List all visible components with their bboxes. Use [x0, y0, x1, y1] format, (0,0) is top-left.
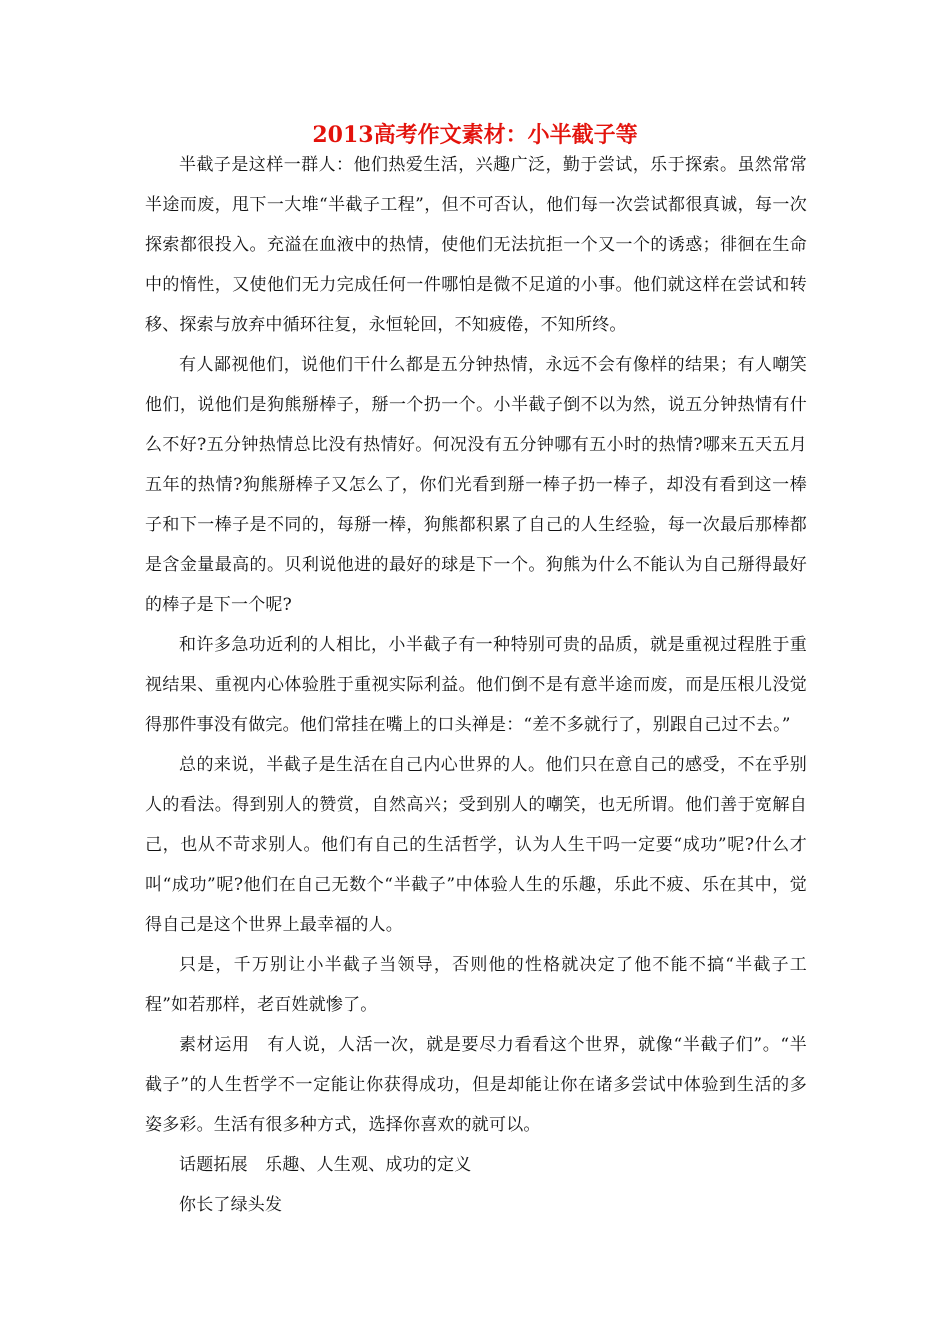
topic-extension-paragraph: 话题拓展 乐趣、人生观、成功的定义	[179, 1155, 472, 1175]
next-section-heading: 你长了绿头发	[179, 1195, 283, 1215]
paragraph: 和许多急功近利的人相比，小半截子有一种特别可贵的品质，就是重视过程胜于重视结果、重视内心体验胜于重视实际利益。他们倒不是有意半途而废，而是压根儿没觉得那件事没有做完。他们常挂在嘴上的口头禅是：“差不多就行了，别跟自己过不去。”	[145, 635, 807, 735]
paragraph: 半截子是这样一群人：他们热爱生活，兴趣广泛，勤于尝试，乐于探索。虽然常常半途而废，甩下一大堆“半截子工程”，但不可否认，他们每一次尝试都很真诚，每一次探索都很投入。充溢在血液中的热情，使他们无法抗拒一个又一个的诱惑；徘徊在生命中的惰性，又使他们无力完成任何一件哪怕是微不足道的小事。他们就这样在尝试和转移、探索与放弃中循环往复，永恒轮回，不知疲倦，不知所终。	[145, 155, 807, 335]
document-body	[145, 145, 807, 1225]
document-title: 2013高考作文素材：小半截子等	[312, 122, 638, 148]
paragraph: 总的来说，半截子是生活在自己内心世界的人。他们只在意自己的感受，不在乎别人的看法。得到别人的赞赏，自然高兴；受到别人的嘲笑，也无所谓。他们善于宽解自己，也从不苛求别人。他们有自己的生活哲学，认为人生干吗一定要“成功”呢?什么才叫“成功”呢?他们在自己无数个“半截子”中体验人生的乐趣，乐此不疲、乐在其中，觉得自己是这个世界上最幸福的人。	[145, 755, 807, 935]
paragraph: 只是，千万别让小半截子当领导，否则他的性格就决定了他不能不搞“半截子工程”如若那样，老百姓就惨了。	[145, 955, 807, 1015]
material-usage-paragraph: 素材运用 有人说，人活一次，就是要尽力看看这个世界，就像“半截子们”。“半截子”的人生哲学不一定能让你获得成功，但是却能让你在诸多尝试中体验到生活的多姿多彩。生活有很多种方式，选择你喜欢的就可以。	[145, 1035, 807, 1135]
paragraph: 有人鄙视他们，说他们干什么都是五分钟热情，永远不会有像样的结果；有人嘲笑他们，说他们是狗熊掰棒子，掰一个扔一个。小半截子倒不以为然，说五分钟热情有什么不好?五分钟热情总比没有热情好。何况没有五分钟哪有五小时的热情?哪来五天五月五年的热情?狗熊掰棒子又怎么了，你们光看到掰一棒子扔一棒子，却没有看到这一棒子和下一棒子是不同的，每掰一棒，狗熊都积累了自己的人生经验，每一次最后那棒都是含金量最高的。贝利说他进的最好的球是下一个。狗熊为什么不能认为自己掰得最好的棒子是下一个呢?	[145, 355, 807, 615]
